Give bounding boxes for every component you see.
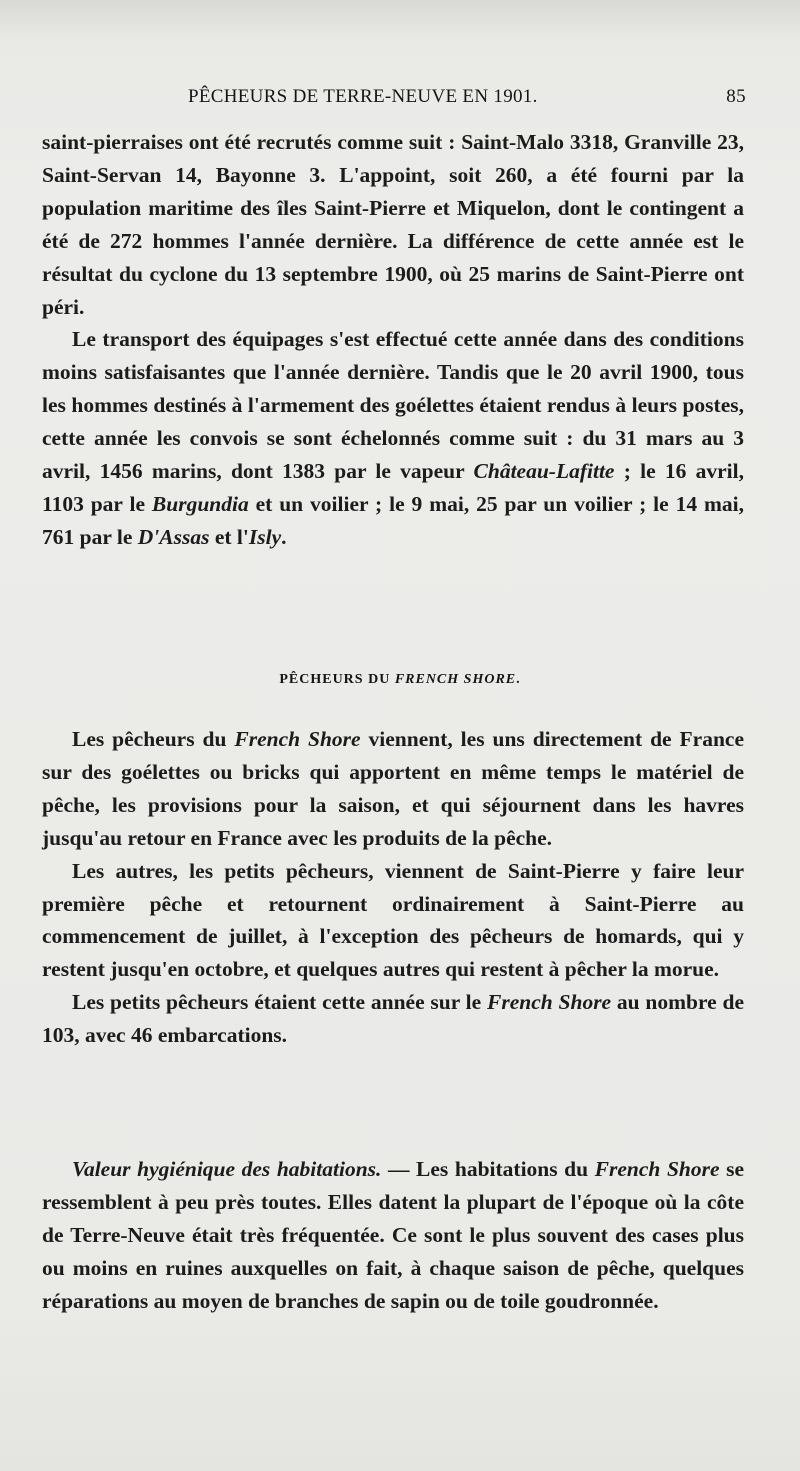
ship-name: Isly xyxy=(248,524,282,549)
paragraph-transport xyxy=(42,323,744,553)
page-number: 85 xyxy=(726,86,746,107)
paragraph-text: Les petits pêcheurs étaient cette année sur le xyxy=(72,990,488,1015)
text-block-habitations xyxy=(42,1153,744,1318)
paragraph-text: se ressemblent à peu près toutes. Elles datent la plupart de l'époque où la côte de Terre-Neuve était très fréquentée. Ce sont le plus souvent des cases plus ou moins en ruines auxquelles on fait, à chaque saison de pêche, quelques réparations au moyen de branches de sapin ou de toile goudronnée. xyxy=(42,1157,745,1313)
running-title: PÊCHEURS DE TERRE-NEUVE EN 1901. xyxy=(188,86,538,107)
ship-name: D'Assas xyxy=(137,524,210,549)
text-block-french-shore xyxy=(42,723,744,1052)
paragraph-text: et l' xyxy=(209,524,249,549)
page-header xyxy=(188,82,748,112)
place-name: French Shore xyxy=(487,990,612,1015)
paragraph-text: saint-pierraises ont été recrutés comme suit : Saint-Malo 3318, Granville 23, Saint-Servan 14, Bayonne 3. L'appoint, soit 260, a été fourni par la population maritime des îles Saint-Pierre et Miquelon, dont le contingent a été de 272 hommes l'année dernière. La différence de cette année est le résultat du cyclone du 13 septembre 1900, où 25 marins de Saint-Pierre ont péri. xyxy=(42,130,744,319)
ship-name: Burgundia xyxy=(151,491,249,516)
paragraph-text: au nombre de 103, avec 46 embarcations. xyxy=(42,990,744,1048)
paragraph-text: viennent, les uns directement de France sur des goélettes ou bricks qui apportent en même temps le matériel de pêche, les provisions pour la saison, et qui séjournent dans les havres jusqu'au retour en France avec les produits de la pêche. xyxy=(42,727,744,850)
paragraph-text: ; le 16 avril, 1103 par le xyxy=(42,459,744,516)
text-block-recruitment xyxy=(42,126,744,554)
paragraph-text: et un voilier ; le 9 mai, 25 par un voilier ; le 14 mai, 761 par le xyxy=(42,491,744,549)
run-in-heading: Valeur hygiénique des habitations. xyxy=(72,1157,382,1181)
paragraph-text: Les autres, les petits pêcheurs, viennent de Saint-Pierre y faire leur première pêche et retournent ordinairement à Saint-Pierre au commencement de juillet, à l'exception des pêcheurs de homards, qui y restent jusqu'en octobre, et quelques autres qui restent à pêcher la morue. xyxy=(42,858,744,982)
heading-suffix: . xyxy=(516,672,521,687)
paragraph-small-fishermen xyxy=(42,855,744,987)
paragraph-text: Le transport des équipages s'est effectué cette année dans des conditions moins satisfaisantes que l'année dernière. Tandis que le 20 avril 1900, tous les hommes destinés à l'armement des goélettes étaient rendus à leurs postes, cette année les convois se sont échelonnés comme suit : du 31 mars au 3 avril, 1456 marins, dont 1383 par le vapeur xyxy=(42,327,744,484)
paragraph-habitations xyxy=(42,1153,744,1318)
paragraph-text: Les pêcheurs du xyxy=(72,727,235,751)
heading-italic: FRENCH SHORE xyxy=(394,672,517,687)
heading-prefix: PÊCHEURS DU xyxy=(279,672,395,687)
paragraph-text: . xyxy=(281,524,287,549)
ship-name: Château-Lafitte xyxy=(473,459,615,484)
paragraph-count xyxy=(42,986,744,1052)
place-name: French Shore xyxy=(234,727,361,751)
section-heading xyxy=(0,672,800,688)
place-name: French Shore xyxy=(594,1157,720,1181)
paragraph-fishermen xyxy=(42,723,744,855)
paragraph-text: Les habitations du xyxy=(416,1157,595,1181)
dash: — xyxy=(381,1157,417,1181)
paragraph-recruitment xyxy=(42,126,744,323)
